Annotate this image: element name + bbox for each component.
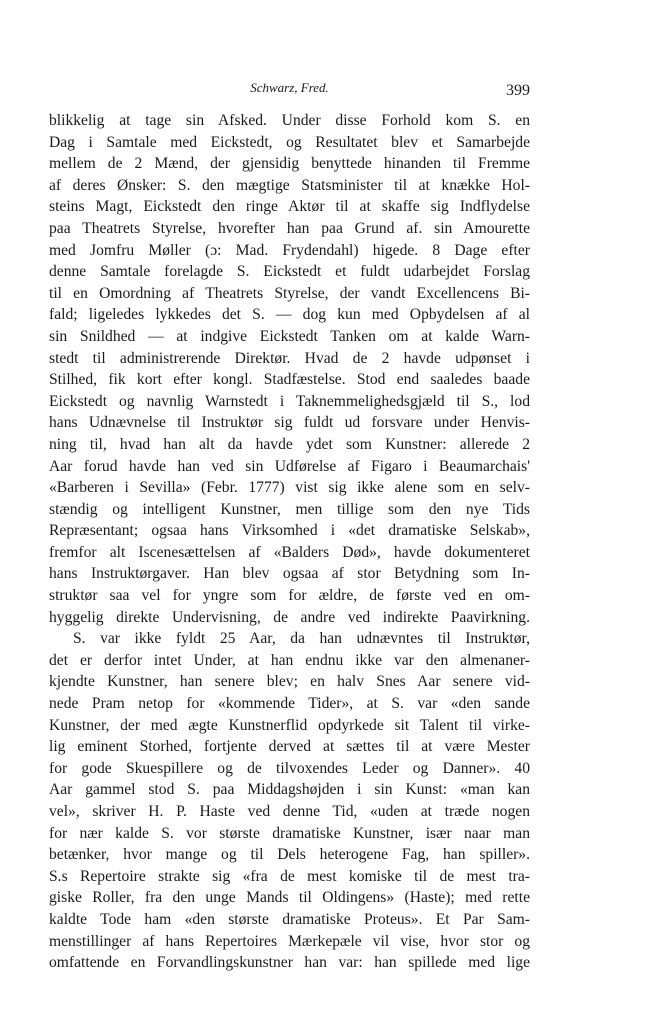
text-line: Stilhed, fik kort efter kongl. Stadfæstelse. Stod end saaledes baade	[49, 371, 530, 389]
text-line: hyggelig direkte Undervisning, de andre ved indirekte Paavirkning.	[49, 608, 530, 626]
text-line: Repræsentant; ogsaa hans Virksomhed i «det dramatiske Selskab»,	[49, 522, 530, 540]
text-line: giske Roller, fra den unge Mands til Oldingens» (Haste); med rette	[49, 889, 530, 907]
text-line: denne Samtale forelagde S. Eickstedt et fuldt udarbejdet Forslag	[49, 263, 530, 281]
text-line: sin Snildhed — at indgive Eickstedt Tanken om at kalde Warn-	[49, 327, 530, 345]
text-line: betænker, hvor mange og til Dels heterogene Fag, han spiller».	[49, 846, 530, 864]
text-line: S.s Repertoire strakte sig «fra de mest komiske til de mest tra-	[49, 867, 530, 885]
text-line: for nær kalde S. vor største dramatiske Kunstner, især naar man	[49, 824, 530, 842]
body-text	[49, 110, 530, 974]
text-line: kjendte Kunstner, han senere blev; en halv Snes Aar senere vid-	[49, 673, 530, 691]
running-head: Schwarz, Fred.	[250, 80, 329, 95]
text-line: S. var ikke fyldt 25 Aar, da han udnævntes til Instruktør,	[73, 630, 530, 648]
text-line: steins Magt, Eickstedt den ringe Aktør til at skaffe sig Indflydelse	[49, 198, 530, 216]
page-number: 399	[506, 82, 530, 99]
text-line: mellem de 2 Mænd, der gjensidig benyttede hinanden til Fremme	[49, 155, 530, 173]
text-line: Kunstner, der med ægte Kunstnerflid opdyrkede sit Talent til virke-	[49, 716, 530, 734]
text-line: paa Theatrets Styrelse, hvorefter han paa Grund af. sin Amourette	[49, 219, 530, 237]
text-line: menstillinger af hans Repertoires Mærkepæle vil vise, hvor stor og	[49, 932, 530, 950]
text-line: Aar gammel stod S. paa Middagshøjden i sin Kunst: «man kan	[49, 781, 530, 799]
text-line: «Barberen i Sevilla» (Febr. 1777) vist sig ikke alene som en selv-	[49, 479, 530, 497]
text-line: lig eminent Storhed, fortjente derved at sættes til at være Mester	[49, 738, 530, 756]
text-line: stedt til administrerende Direktør. Hvad de 2 havde udpønset i	[49, 349, 530, 367]
text-line: omfattende en Forvandlingskunstner han var: han spillede med lige	[49, 954, 530, 972]
text-line: nede Pram netop for «kommende Tider», at S. var «den sande	[49, 695, 530, 713]
text-line: kaldte Tode ham «den største dramatiske Proteus». Et Par Sam-	[49, 910, 530, 928]
text-line: hans Instruktørgaver. Han blev ogsaa af stor Betydning som In-	[49, 565, 530, 583]
page-header	[49, 80, 530, 100]
text-line: struktør saa vel for yngre som for ældre, de første ved en om-	[49, 587, 530, 605]
text-line: vel», skriver H. P. Haste ved denne Tid, «uden at træde nogen	[49, 803, 530, 820]
text-line: fald; ligeledes lykkedes det S. — dog kun med Opbydelsen af al	[49, 306, 530, 324]
text-line: stændig og intelligent Kunstner, men tillige som den nye Tids	[49, 500, 530, 518]
text-line: af deres Ønsker: S. den mægtige Statsminister til at knække Hol-	[49, 176, 530, 194]
text-line: hans Udnævnelse til Instruktør sig fuldt ud forsvare under Henvis-	[49, 414, 530, 432]
text-line: for gode Skuespillere og de tilvoxendes Leder og Danner». 40	[49, 759, 530, 777]
text-line: Dag i Samtale med Eickstedt, og Resultatet blev et Samarbejde	[49, 133, 530, 151]
text-line: blikkelig at tage sin Afsked. Under disse Forhold kom S. en	[49, 112, 530, 129]
text-line: Aar forud havde han ved sin Udførelse af Figaro i Beaumarchais'	[49, 457, 530, 475]
text-line: ning til, hvad han alt da havde ydet som Kunstner: allerede 2	[49, 435, 530, 453]
text-line: med Jomfru Møller (ɔ: Mad. Frydendahl) higede. 8 Dage efter	[49, 241, 530, 259]
text-line: Eickstedt og navnlig Warnstedt i Taknemmelighedsgjæld til S., lod	[49, 392, 530, 410]
text-line: til en Omordning af Theatrets Styrelse, der vandt Excellencens Bi-	[49, 284, 530, 302]
text-line: fremfor alt Iscenesættelsen af «Balders Død», havde dokumenteret	[49, 543, 530, 561]
text-line: det er derfor intet Under, at han endnu ikke var den almenaner-	[49, 651, 530, 669]
